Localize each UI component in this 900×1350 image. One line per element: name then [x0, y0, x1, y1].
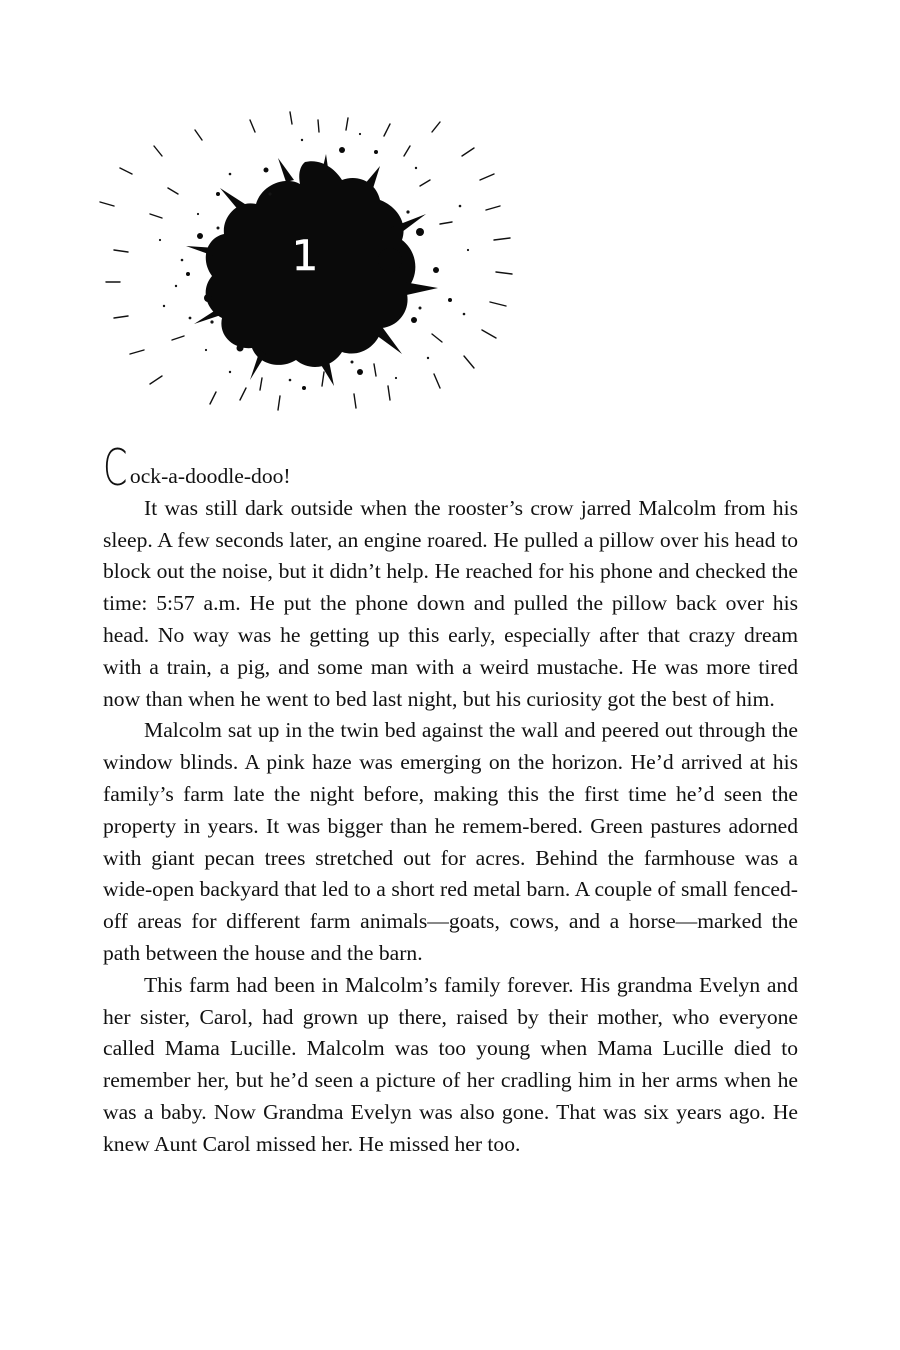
chapter-heading-ink-splatter	[90, 110, 530, 420]
drop-cap: C	[103, 439, 128, 497]
paragraph: It was still dark outside when the rooster’s crow jarred Malcolm from his sleep. A few seconds later, an engine roared. He pulled a pillow over his head to block out the noise, but it didn’t help. He reached for his phone and checked the time: 5:57 a.m. He put the phone down and pulled the pillow back over his head. No way was he getting up this early, especially after that crazy dream with a train, a pig, and some man with a weird mustache. He was more tired now than when he went to bed last night, but his curiosity got the best of him.	[103, 495, 798, 711]
opening-line	[103, 439, 798, 497]
paragraph: This farm had been in Malcolm’s family forever. His grandma Evelyn and her sister, Carol, had grown up there, raised by their mother, who everyone called Mama Lucille. Malcolm was too young when Mama Lucille died to remember her, but he’d seen a picture of her cradling him in her arms when he was a baby. Now Grandma Evelyn was also gone. That was six years ago. He knew Aunt Carol missed her. He missed her too.	[103, 972, 798, 1156]
chapter-body	[103, 439, 798, 1161]
ink-blot	[186, 147, 452, 390]
ink-splatter-illustration	[90, 110, 530, 420]
chapter-number: 1	[291, 231, 319, 280]
paragraph: Malcolm sat up in the twin bed against the wall and peered out through the window blinds. A pink haze was emerging on the horizon. He’d arrived at his family’s farm late the night before, making this the first time he’d seen the property in years. It was bigger than he remem-bered. Green pastures adorned with giant pecan trees stretched out for acres. Behind the farmhouse was a wide-open backyard that led to a short red metal barn. A couple of small fenced-off areas for different farm animals—goats, cows, and a horse—marked the path between the house and the barn.	[103, 718, 798, 965]
opening-text: ock-a-doodle-doo!	[129, 464, 291, 488]
